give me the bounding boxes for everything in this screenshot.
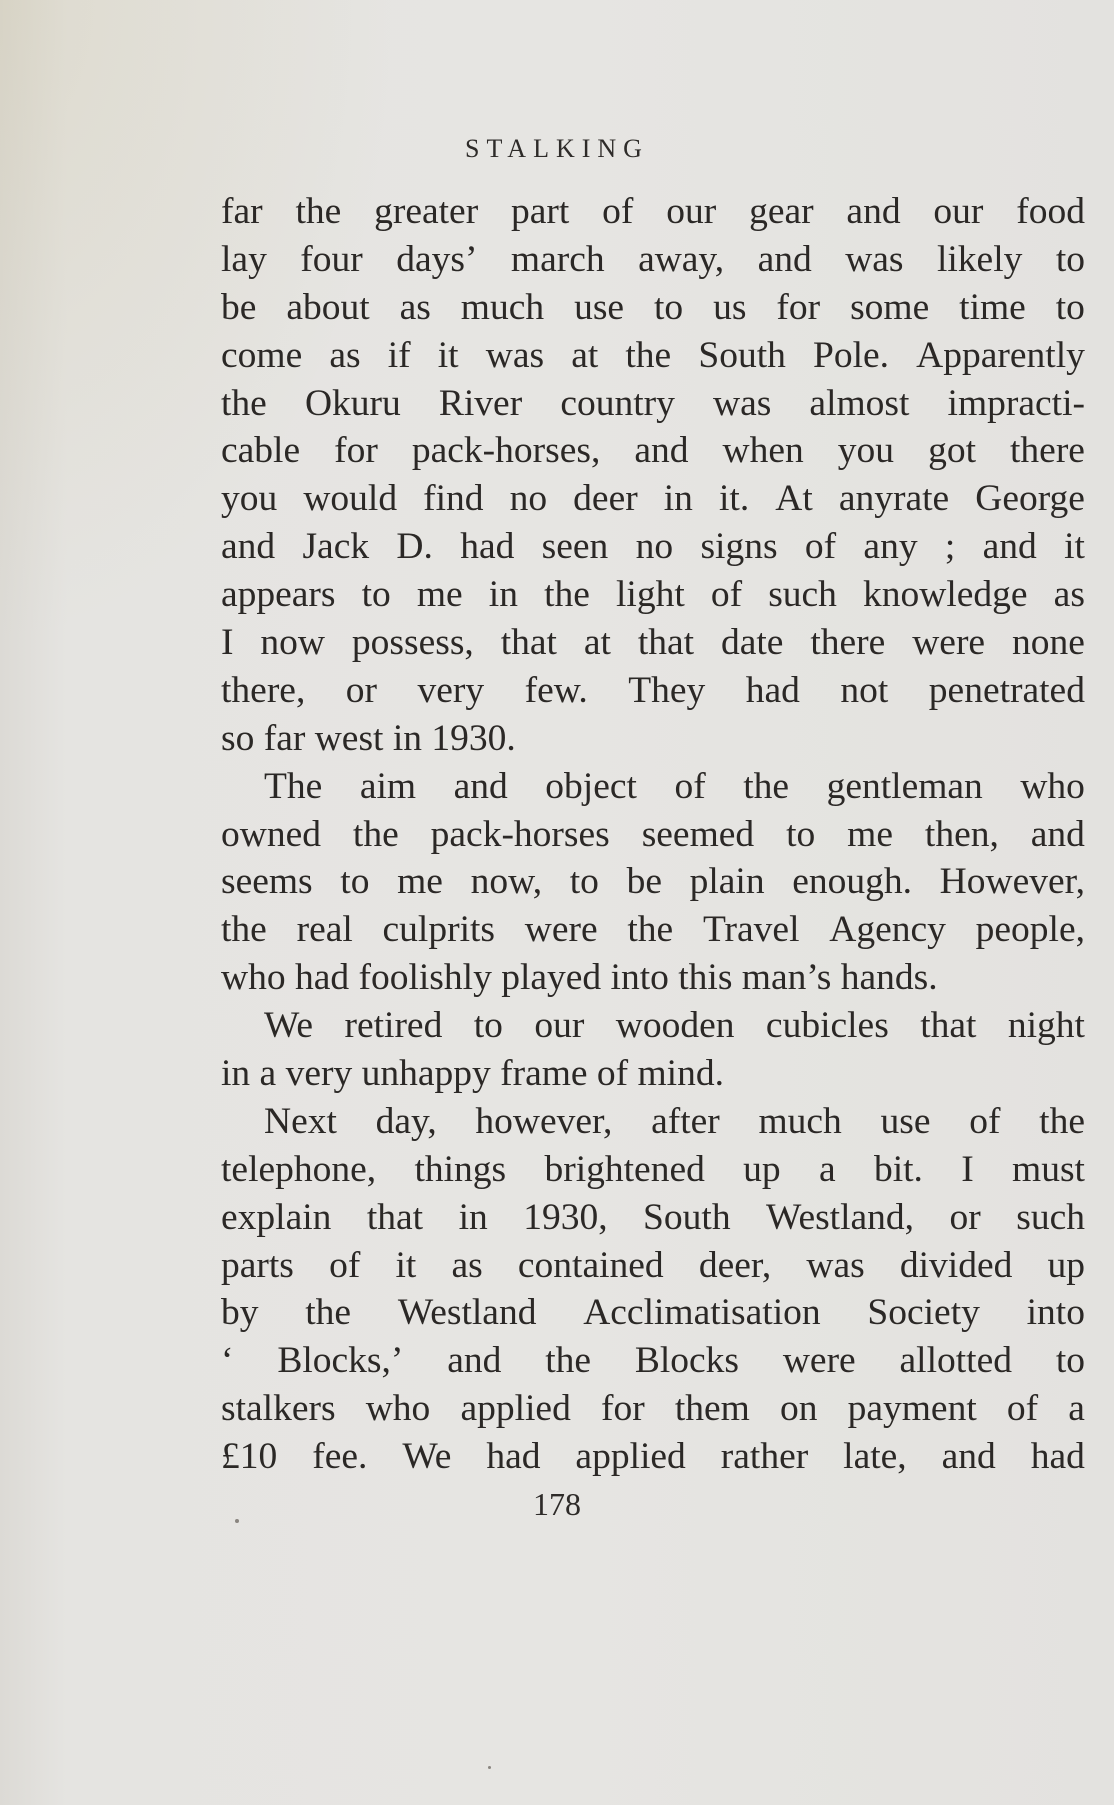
text-line: there, or very few. They had not penetrated (221, 669, 1085, 711)
text-line: seems to me now, to be plain enough. However, (221, 861, 1085, 903)
paper-speck (488, 1766, 491, 1769)
body-text (221, 188, 1085, 1481)
text-line: Next day, however, after much use of the (264, 1100, 1085, 1142)
text-line: who had foolishly played into this man’s hands. (221, 957, 938, 999)
text-line: £10 fee. We had applied rather late, and had (221, 1436, 1085, 1478)
text-line: cable for pack-horses, and when you got there (221, 430, 1085, 472)
page-number: 178 (533, 1486, 581, 1522)
paper-speck (235, 1519, 239, 1523)
text-line: appears to me in the light of such knowledge as (221, 574, 1085, 616)
text-line: The aim and object of the gentleman who (264, 765, 1085, 807)
running-head: STALKING (465, 134, 649, 163)
text-line: owned the pack-horses seemed to me then, and (221, 813, 1085, 855)
text-line: be about as much use to us for some time to (221, 286, 1085, 328)
text-line: and Jack D. had seen no signs of any ; and it (221, 526, 1085, 568)
text-line: you would find no deer in it. At anyrate George (221, 478, 1085, 520)
text-line: so far west in 1930. (221, 717, 516, 759)
text-line: We retired to our wooden cubicles that night (264, 1005, 1085, 1047)
text-line: by the Westland Acclimatisation Society into (221, 1292, 1085, 1334)
text-line: in a very unhappy frame of mind. (221, 1053, 724, 1095)
text-line: parts of it as contained deer, was divided up (221, 1244, 1085, 1286)
text-line: stalkers who applied for them on payment of a (221, 1388, 1085, 1430)
text-line: I now possess, that at that date there were none (221, 622, 1085, 664)
text-line: come as if it was at the South Pole. Apparently (221, 334, 1085, 376)
text-line: the real culprits were the Travel Agency people, (221, 909, 1085, 951)
text-line: far the greater part of our gear and our food (221, 191, 1085, 232)
text-line: lay four days’ march away, and was likely to (221, 238, 1085, 280)
text-line: the Okuru River country was almost impracti- (221, 382, 1085, 424)
text-line: telephone, things brightened up a bit. I must (221, 1148, 1085, 1190)
text-line: ‘ Blocks,’ and the Blocks were allotted to (221, 1340, 1085, 1382)
text-line: explain that in 1930, South Westland, or such (221, 1196, 1085, 1238)
